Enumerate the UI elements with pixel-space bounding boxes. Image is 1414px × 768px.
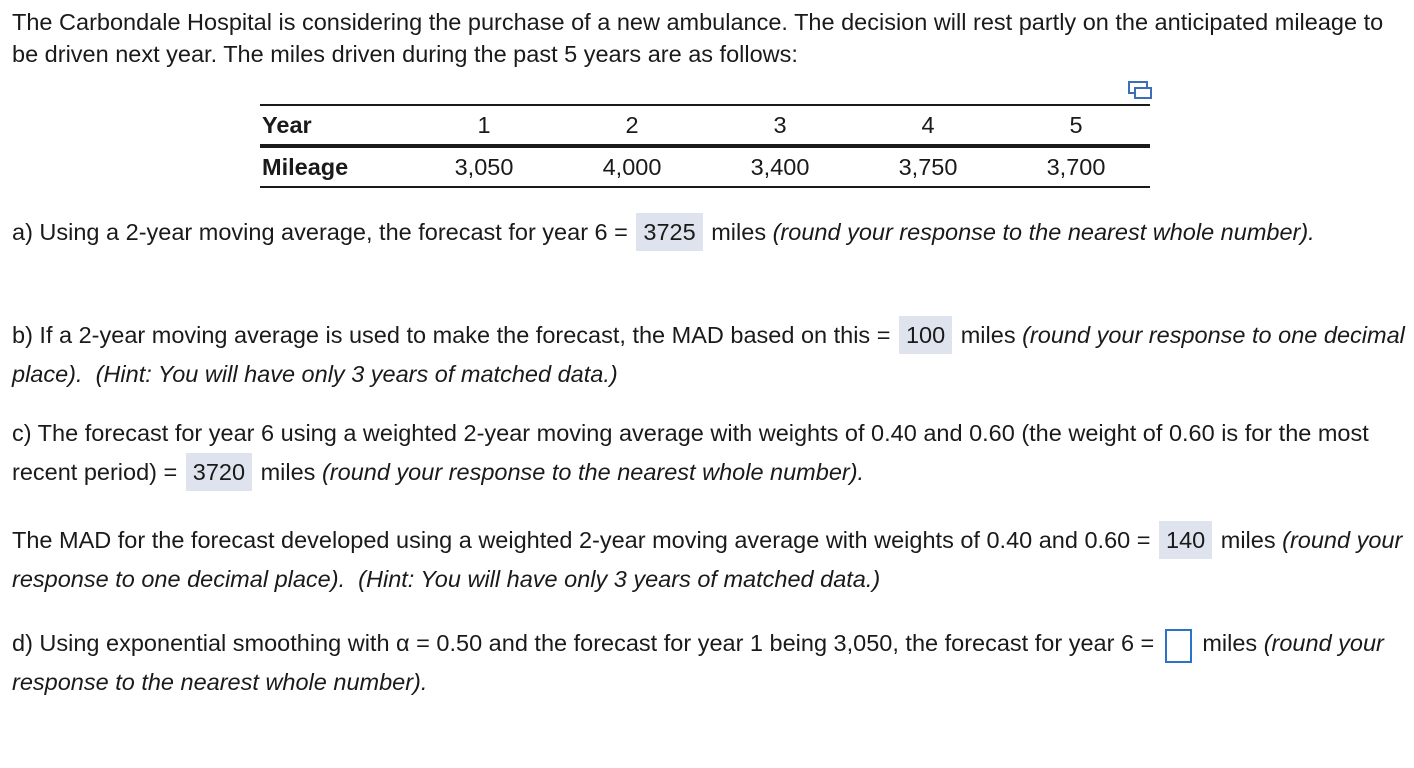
- mileage-cell: 3,750: [854, 146, 1002, 187]
- year-row: [260, 105, 1150, 146]
- year-cell: 5: [1002, 105, 1150, 146]
- year-cell: 4: [854, 105, 1002, 146]
- question-d-text: d) Using exponential smoothing with α = 0.50 and the forecast for year 1 being 3,050, the forecast for year 6 =: [12, 630, 1155, 656]
- unit-label: miles: [711, 219, 767, 245]
- year-cell: 2: [558, 105, 706, 146]
- rounding-note: (round your response to the nearest whole number).: [772, 219, 1315, 245]
- mileage-row: [260, 146, 1150, 187]
- question-c-mad: [12, 521, 1407, 599]
- question-b: [12, 316, 1407, 394]
- unit-label: miles: [260, 459, 316, 485]
- rounding-note: (round your response to the nearest whole number).: [12, 630, 1384, 695]
- unit-label: miles: [1220, 527, 1276, 553]
- problem-statement: The Carbondale Hospital is considering the purchase of a new ambulance. The decision will rest partly on the anticipated mileage to be driven next year. The miles driven during the past 5 years are as follows:: [12, 9, 1384, 67]
- answer-d-input[interactable]: [1165, 629, 1192, 663]
- unit-label: miles: [960, 322, 1016, 348]
- mileage-cell: 4,000: [558, 146, 706, 187]
- answer-b-field[interactable]: 100: [899, 316, 952, 354]
- rounding-note: (round your response to one decimal place).: [12, 322, 1405, 387]
- year-cell: 3: [706, 105, 854, 146]
- year-header: Year: [260, 105, 410, 146]
- question-a-text: a) Using a 2-year moving average, the forecast for year 6 =: [12, 219, 628, 245]
- unit-label: miles: [1202, 630, 1258, 656]
- mileage-cell: 3,050: [410, 146, 558, 187]
- mileage-table: [260, 104, 1150, 188]
- question-c-mad-text: The MAD for the forecast developed using a weighted 2-year moving average with weights of 0.40 and 0.60 =: [12, 527, 1151, 553]
- question-a: [12, 213, 1407, 252]
- answer-a-field[interactable]: 3725: [636, 213, 702, 251]
- question-c-text: c) The forecast for year 6 using a weighted 2-year moving average with weights of 0.40 and 0.60 (the weight of 0.60 is for the most recent period) =: [12, 420, 1369, 485]
- hint-text: (Hint: You will have only 3 years of matched data.): [95, 361, 618, 387]
- answer-c-mad-field[interactable]: 140: [1159, 521, 1212, 559]
- copy-table-icon[interactable]: [1127, 80, 1153, 100]
- rounding-note: (round your response to the nearest whole number).: [321, 459, 865, 485]
- hint-text: (Hint: You will have only 3 years of matched data.): [358, 566, 881, 592]
- question-d: [12, 624, 1407, 702]
- mileage-header: Mileage: [260, 146, 410, 187]
- year-cell: 1: [410, 105, 558, 146]
- mileage-cell: 3,700: [1002, 146, 1150, 187]
- question-c: [12, 414, 1407, 492]
- rounding-note: (round your response to one decimal place).: [12, 527, 1403, 592]
- answer-c-field[interactable]: 3720: [186, 453, 252, 491]
- mileage-cell: 3,400: [706, 146, 854, 187]
- question-b-text: b) If a 2-year moving average is used to make the forecast, the MAD based on this =: [12, 322, 891, 348]
